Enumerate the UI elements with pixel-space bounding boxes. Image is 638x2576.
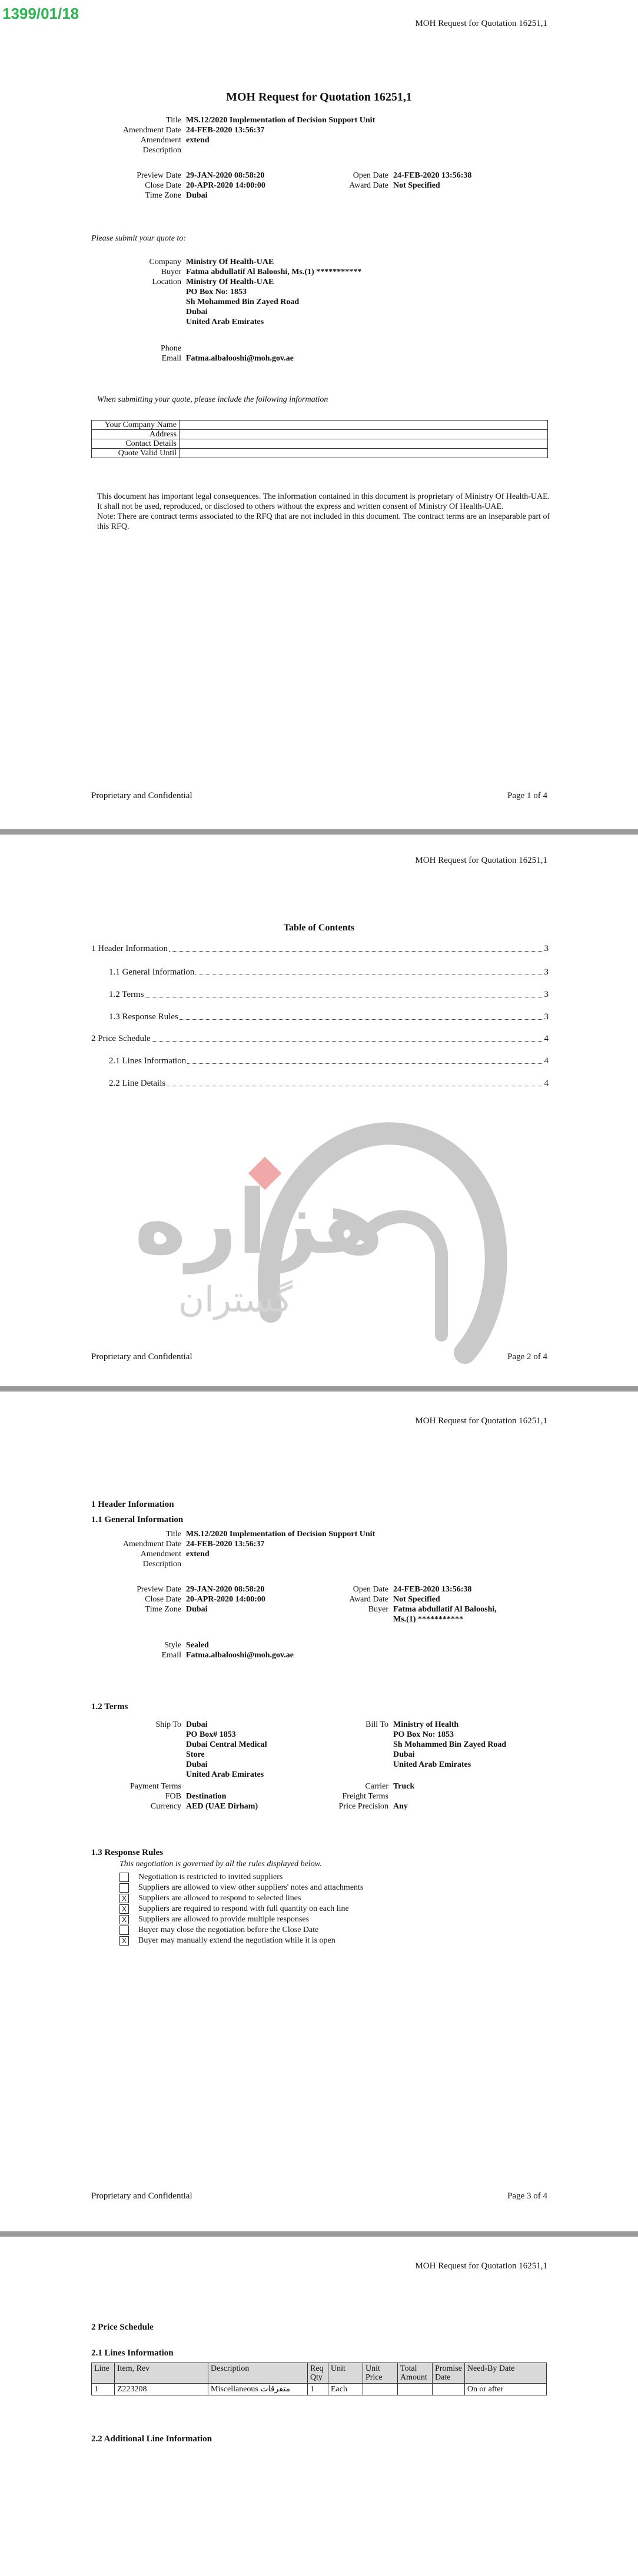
info-description: Description [142, 146, 181, 155]
checkbox[interactable] [119, 1926, 129, 1935]
payment-terms: Payment Terms [129, 1782, 181, 1791]
price-precision: Price Precision Any [338, 1802, 408, 1811]
section-price-schedule: 2 Price Schedule [91, 2323, 154, 2332]
info-amendment: Amendment extend [140, 136, 210, 145]
contact-company: Company Ministry Of Health-UAE [149, 258, 274, 266]
page-4 [0, 2237, 638, 2576]
page-header: MOH Request for Quotation 16251,1 [415, 19, 547, 28]
legal-notice: This document has important legal consequences. The information contained in this document is proprietary of Ministry Of Health-UAE. It shall not be used, reproduced, or disclosed to others without the express and written consent of Ministry Of Health-UAE. Note: There are contract terms associated to the RFQ that are not included in this document. The contract terms are an inseparable part of this RFQ. [97, 492, 550, 531]
award-date: Award Date Not Specified [349, 1595, 440, 1604]
page-3 [0, 1392, 638, 2231]
footer-page-number: Page 1 of 4 [507, 791, 547, 800]
col-item: Item, Rev [115, 2363, 208, 2384]
checkbox[interactable] [119, 1873, 129, 1882]
table-row: 1 Z223208 Miscellaneous متفرقات 1 Each On or after [92, 2384, 547, 2395]
footer-confidential: Proprietary and Confidential [91, 2191, 192, 2201]
contact-details-field[interactable] [180, 439, 548, 449]
page-separator [0, 1386, 638, 1392]
table-row: Your Company Name [92, 421, 548, 430]
contact-phone: Phone [161, 344, 181, 353]
rule-manual-extend: X Buyer may manually extend the negotiation while it is open [119, 1936, 335, 1946]
contact-location: Location Ministry Of Health-UAE PO Box No: 1853 Sh Mohammed Bin Zayed Road Dubai United Arab Emirates [152, 278, 300, 326]
table-row: Quote Valid Until [92, 449, 548, 458]
page-header: MOH Request for Quotation 16251,1 [415, 856, 547, 865]
rule-full-quantity: X Suppliers are required to respond with full quantity on each line [119, 1904, 349, 1914]
close-date: Close Date 20-APR-2020 14:00:00 [145, 181, 265, 190]
footer-confidential: Proprietary and Confidential [91, 791, 192, 800]
col-need-by-date: Need-By Date [464, 2363, 546, 2384]
include-info-label: When submitting your quote, please include the following information [97, 395, 328, 404]
time-zone: Time Zone Dubai [145, 1605, 208, 1614]
col-total-amount: Total Amount [398, 2363, 433, 2384]
col-unit: Unit [328, 2363, 363, 2384]
address-field[interactable] [180, 430, 548, 439]
checkbox[interactable] [119, 1883, 129, 1893]
currency: Currency AED (UAE Dirham) [150, 1802, 258, 1811]
preview-date: Preview Date 29-JAN-2020 08:58:20 [137, 1585, 265, 1594]
info-description: Description [142, 1560, 181, 1569]
page-header: MOH Request for Quotation 16251,1 [415, 1416, 547, 1426]
footer-confidential: Proprietary and Confidential [91, 1352, 192, 1362]
buyer: Buyer Fatma abdullatif Al Balooshi, Ms.(1) *********** [368, 1605, 497, 1624]
ship-to: Ship To Dubai PO Box# 1853 Dubai Central Medical Store Dubai United Arab Emirates [155, 1720, 267, 1779]
contact-email: Email Fatma.albalooshi@moh.gov.ae [161, 354, 294, 363]
quote-valid-until-field[interactable] [180, 449, 548, 458]
checkbox[interactable]: X [119, 1904, 129, 1914]
promise-date-cell[interactable] [433, 2384, 465, 2395]
date-stamp: 1399/01/18 [2, 5, 79, 22]
footer-page-number: Page 2 of 4 [507, 1352, 547, 1362]
toc-entry-header-info[interactable]: 1 Header Information 3 [91, 944, 549, 953]
email: Email Fatma.albalooshi@moh.gov.ae [161, 1651, 294, 1660]
info-amendment-date: Amendment Date 24-FEB-2020 13:56:37 [122, 126, 265, 135]
toc-entry-lines-info[interactable]: 2.1 Lines Information 4 [109, 1056, 549, 1066]
table-row: Address [92, 430, 548, 439]
info-amendment: Amendment extend [140, 1550, 210, 1559]
col-unit-price: Unit Price [363, 2363, 398, 2384]
time-zone: Time Zone Dubai [145, 191, 208, 200]
bill-to: Bill To Ministry of Health PO Box No: 1853 Sh Mohammed Bin Zayed Road Dubai United Arab Emirates [365, 1720, 507, 1769]
checkbox[interactable]: X [119, 1915, 129, 1924]
toc-entry-price-schedule[interactable]: 2 Price Schedule 4 [91, 1034, 549, 1043]
info-title: Title MS.12/2020 Implementation of Decision Support Unit [166, 1530, 376, 1539]
section-terms: 1.2 Terms [91, 1702, 128, 1711]
rule-selected-lines: X Suppliers are allowed to respond to selected lines [119, 1894, 301, 1903]
contact-buyer: Buyer Fatma abdullatif Al Balooshi, Ms.(1) *********** [161, 268, 362, 276]
section-additional-line-info: 2.2 Additional Line Information [91, 2434, 212, 2444]
checkbox[interactable]: X [119, 1894, 129, 1903]
toc-title: Table of Contents [283, 923, 355, 933]
watermark-text: هزاره [134, 1172, 384, 1274]
page-1 [0, 0, 638, 829]
col-description: Description [208, 2363, 308, 2384]
section-response-rules: 1.3 Response Rules [91, 1848, 164, 1857]
style: Style Sealed [164, 1641, 209, 1650]
col-line: Line [92, 2363, 115, 2384]
carrier: Carrier Truck [365, 1782, 415, 1791]
section-general-info: 1.1 General Information [91, 1515, 184, 1524]
section-header-info: 1 Header Information [91, 1500, 174, 1509]
section-lines-info: 2.1 Lines Information [91, 2348, 174, 2358]
page-separator [0, 2231, 638, 2237]
footer-page-number: Page 3 of 4 [507, 2191, 547, 2201]
toc-entry-line-details[interactable]: 2.2 Line Details 4 [109, 1079, 549, 1088]
table-row: Contact Details [92, 439, 548, 449]
rule-close-early: Buyer may close the negotiation before the Close Date [119, 1926, 318, 1935]
open-date: Open Date 24-FEB-2020 13:56:38 [353, 171, 472, 180]
table-header-row [92, 2363, 547, 2384]
watermark-graphic [59, 1059, 530, 1423]
col-promise-date: Promise Date [433, 2363, 465, 2384]
rule-multiple-responses: X Suppliers are allowed to provide multiple responses [119, 1915, 309, 1924]
document-title: MOH Request for Quotation 16251,1 [226, 91, 412, 104]
watermark-subtext: گستران [178, 1279, 293, 1320]
close-date: Close Date 20-APR-2020 14:00:00 [145, 1595, 265, 1604]
unit-price-cell[interactable] [363, 2384, 398, 2395]
rule-view-notes: Suppliers are allowed to view other suppliers' notes and attachments [119, 1883, 363, 1893]
rule-invited-suppliers: Negotiation is restricted to invited suppliers [119, 1873, 283, 1882]
toc-entry-general-info[interactable]: 1.1 General Information 3 [109, 967, 549, 977]
checkbox[interactable]: X [119, 1936, 129, 1946]
open-date: Open Date 24-FEB-2020 13:56:38 [353, 1585, 472, 1594]
quote-info-table [91, 420, 548, 458]
watermark-logo [59, 1059, 530, 1423]
freight-terms: Freight Terms [342, 1792, 388, 1801]
info-title: Title MS.12/2020 Implementation of Decision Support Unit [166, 116, 376, 125]
info-amendment-date: Amendment Date 24-FEB-2020 13:56:37 [122, 1540, 265, 1549]
lines-table [91, 2363, 547, 2395]
company-name-field[interactable] [180, 421, 548, 430]
fob: FOB Destination [165, 1792, 227, 1801]
page-header: MOH Request for Quotation 16251,1 [415, 2261, 547, 2271]
preview-date: Preview Date 29-JAN-2020 08:58:20 [137, 171, 265, 180]
col-req-qty: Req Qty [308, 2363, 328, 2384]
toc-entry-terms[interactable]: 1.2 Terms 3 [109, 990, 549, 999]
submit-to-label: Please submit your quote to: [91, 234, 186, 243]
award-date: Award Date Not Specified [349, 181, 440, 190]
toc-entry-response-rules[interactable]: 1.3 Response Rules 3 [109, 1012, 549, 1022]
page-separator [0, 829, 638, 835]
rules-intro: This negotiation is governed by all the rules displayed below. [119, 1860, 322, 1868]
